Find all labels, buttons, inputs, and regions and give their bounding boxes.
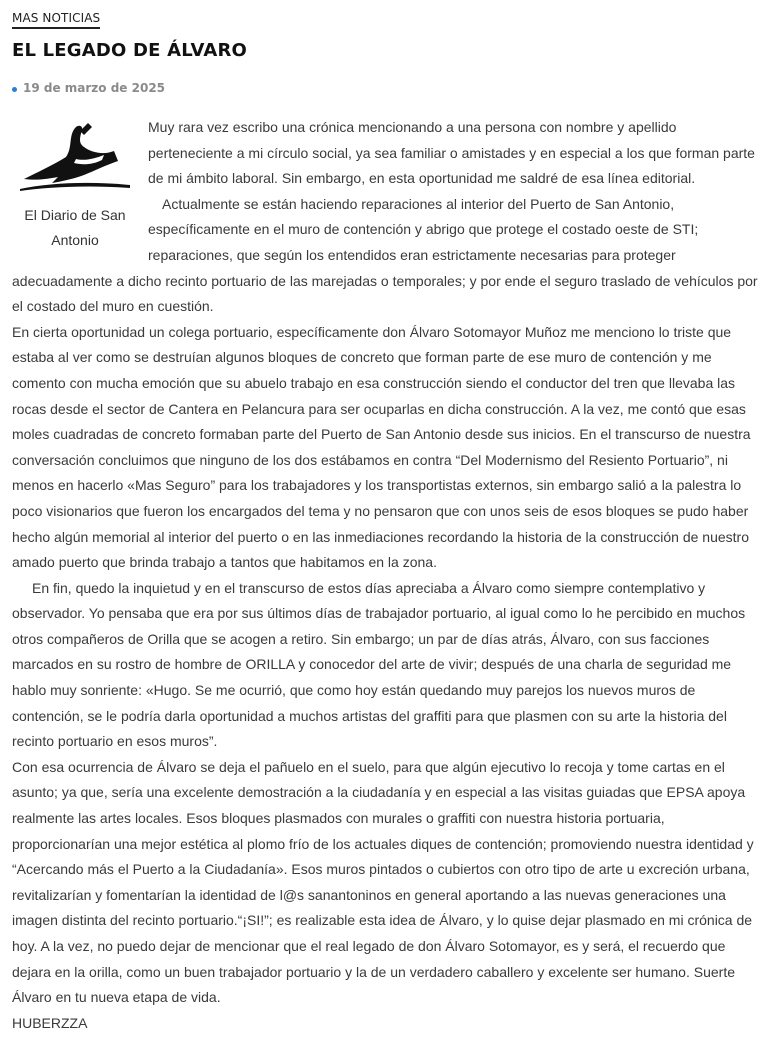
- article-body: [12, 115, 760, 1036]
- ship-logo-icon: [18, 117, 132, 193]
- author-signature: HUBERZZA: [12, 1014, 88, 1031]
- logo-caption: El Diario de San Antonio: [24, 207, 126, 248]
- date-row: [12, 81, 165, 95]
- paragraph-1: Muy rara vez escribo una crónica mencionando a una persona con nombre y apellido perteneciente a mi círculo social, ya sea familiar o amistades y en especial a los que forman parte de mi ámbito laboral. Sin embargo, en esta oportunidad me saldré de esa línea editorial.: [148, 119, 755, 187]
- section-label[interactable]: MAS NOTICIAS: [12, 11, 100, 29]
- publish-date: 19 de marzo de 2025: [23, 81, 166, 95]
- article-title: EL LEGADO DE ÁLVARO: [12, 40, 248, 61]
- logo-figure: [12, 115, 138, 253]
- paragraph-4: En fin, quedo la inquietud y en el transcurso de estos días apreciaba a Álvaro como siempre contemplativo y observador. Yo pensaba que era por sus últimos días de trabajador portuario, al igual como lo he percibido en muchos otros compañeros de Orilla que se acogen a retiro. Sin embargo; un par de días atrás, Álvaro, con sus facciones marcados en su rostro de hombre de ORILLA y conocedor del arte de vivir; después de una charla de seguridad me hablo muy sonriente: «Hugo. Se me ocurrió, que como hoy están quedando muy parejos los nuevos muros de contención, se le podría darla oportunidad a muchos artistas del graffiti para que plasmen con su arte la historia del recinto portuario en esos muros”.: [12, 579, 746, 750]
- paragraph-3: En cierta oportunidad un colega portuario, específicamente don Álvaro Sotomayor Muñoz me menciono lo triste que estaba al ver como se destruían algunos bloques de concreto que forman parte de ese muro de contención y me comento con mucha emoción que su abuelo trabajo en esa construcción siendo el conductor del tren que llevaba las rocas desde el sector de Cantera en Pelancura para ser ocuparlas en dicha construcción. A la vez, me contó que esas moles cuadradas de concreto formaban parte del Puerto de San Antonio desde sus inicios. En el transcurso de nuestra conversación concluimos que ninguno de los dos estábamos en contra “Del Modernismo del Resiento Portuario”, ni menos en hacerlo «Mas Seguro” para los trabajadores y los transportistas externos, sin embargo salió a la palestra lo poco visionarios que fueron los encargados del tema y no pensaron que con unos seis de esos bloques se pudo haber hecho algún memorial al interior del puerto o en las inmediaciones recordando la historia de la construcción de nuestro amado puerto que brinda trabajo a tantos que habitamos en la zona.: [12, 323, 751, 571]
- paragraph-5: Con esa ocurrencia de Álvaro se deja el pañuelo en el suelo, para que algún ejecutivo lo recoja y tome cartas en el asunto; ya que, sería una excelente demostración a la ciudadanía y en especial a las visitas guiadas que EPSA apoya realmente las artes locales. Esos bloques plasmados con murales o graffiti con nuestra historia portuaria, proporcionarían una mejor estética al plomo frío de los actuales diques de contención; promoviendo nuestra identidad y “Acercando más el Puerto a la Ciudadanía». Esos muros pintados o cubiertos con otro tipo de arte u excreción urbana, revitalizarían y fomentarían la identidad de l@s sanantoninos en general aportando a las nuevas generaciones una imagen distinta del recinto portuario.“¡SI!”; es realizable esta idea de Álvaro, y lo quise dejar plasmado en mi crónica de hoy. A la vez, no puedo dejar de mencionar que el real legado de don Álvaro Sotomayor, es y será, el recuerdo que dejara en la orilla, como un buen trabajador portuario y la de un verdadero caballero y excelente ser humano. Suerte Álvaro en tu nueva etapa de vida.: [12, 758, 754, 1006]
- date-dot-icon: [12, 87, 17, 92]
- paragraph-2: Actualmente se están haciendo reparaciones al interior del Puerto de San Antonio, específicamente en el muro de contención y abrigo que protege el costado oeste de STI; reparaciones, que según los entendidos eran estrictamente necesarias para proteger adecuadamente a dicho recinto portuario de las marejadas o temporales; y por ende el seguro traslado de vehículos por el costado del muro en cuestión.: [12, 195, 758, 315]
